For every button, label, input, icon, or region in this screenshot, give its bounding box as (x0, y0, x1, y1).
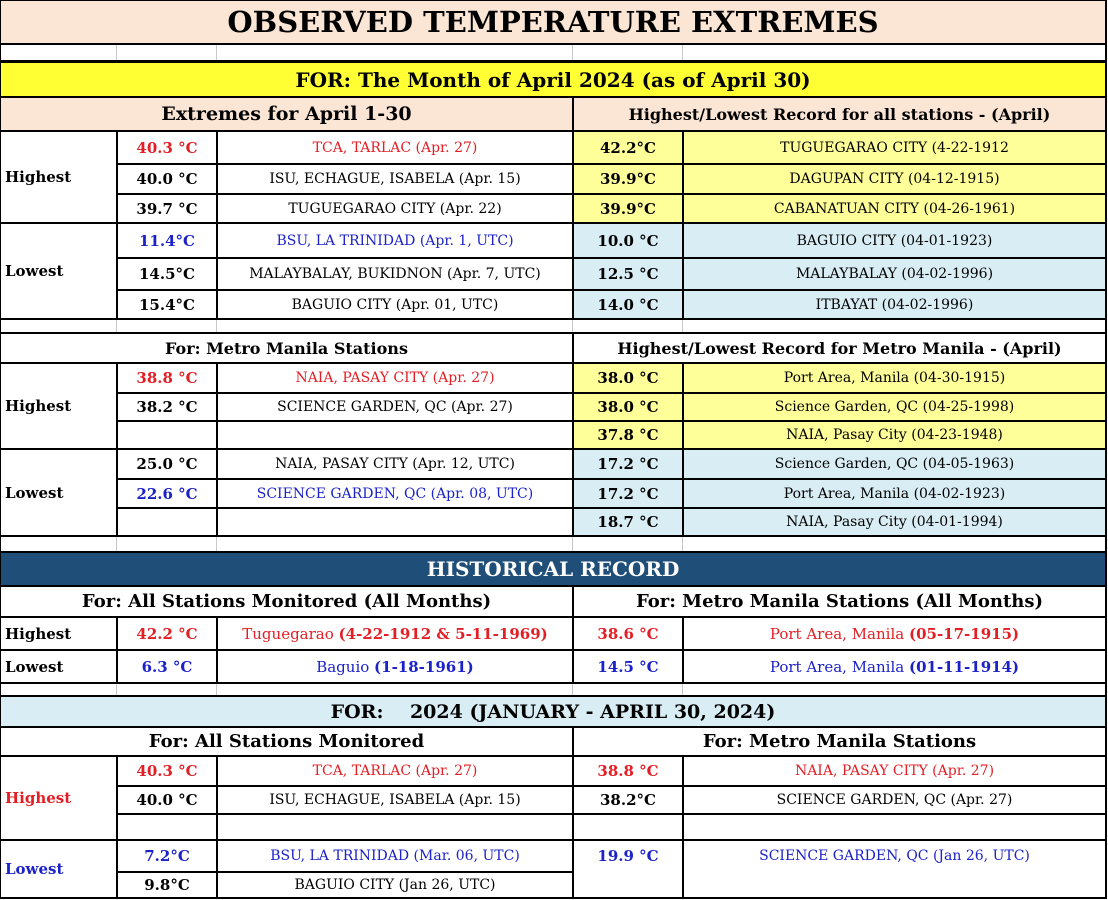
s1-low-temp-2: 14.5°C (139, 265, 195, 283)
y24-mm-low-station-1: SCIENCE GARDEN, QC (Jan 26, UTC) (759, 848, 1030, 864)
s2-rec-low-temp-1: 17.2 °C (574, 450, 682, 478)
s1-low-temp-3: 15.4°C (139, 295, 195, 314)
grid-line (0, 130, 1107, 132)
s1-rec-high-temp-1: 42.2°C (574, 132, 682, 163)
grid-line (0, 726, 1107, 728)
grid-line (116, 392, 1107, 394)
s2-rec-low-station-3: NAIA, Pasay City (04-01-1994) (684, 509, 1105, 535)
hist-mm-low-station-date: (01-11-1914) (908, 657, 1020, 676)
grid-line (116, 616, 118, 682)
s1-low-station-1: BSU, LA TRINIDAD (Apr. 1, UTC) (276, 232, 514, 249)
s2-rec-high-station-3: NAIA, Pasay City (04-23-1948) (684, 422, 1105, 448)
page-title: OBSERVED TEMPERATURE EXTREMES (1, 1, 1105, 43)
hist-low-temp: 6.3 °C (141, 657, 193, 676)
s1-high-temp-2: 40.0 °C (136, 170, 198, 188)
grid-line (116, 813, 1107, 815)
grid-line (572, 96, 574, 318)
grid-line (572, 320, 573, 332)
s1-high-temp-3: 39.7 °C (136, 199, 198, 218)
s1-rec-low-temp-3: 14.0 °C (574, 291, 682, 318)
y24-high-temp-1: 40.3 °C (136, 762, 198, 780)
grid-line (116, 871, 574, 873)
y24-low-temp-1: 7.2°C (144, 847, 190, 865)
section2-lowest-label: Lowest (5, 483, 64, 502)
grid-line (682, 130, 684, 318)
section2-right-header: Highest/Lowest Record for Metro Manila - (April) (617, 338, 1062, 358)
grid-line (116, 289, 1107, 291)
grid-line (116, 257, 1107, 259)
hist-mm-low-station (684, 651, 1105, 682)
grid-line (572, 537, 573, 551)
grid-line (116, 785, 1107, 787)
hist-mm-low-station-name: Port Area, Manila (769, 657, 909, 676)
historical-right-header: For: Metro Manila Stations (All Months) (635, 591, 1044, 612)
hist-low-station-date: (1-18-1961) (374, 657, 474, 676)
s2-low-temp-1: 25.0 °C (136, 455, 198, 473)
hist-low-station (218, 651, 572, 682)
grid-line (116, 684, 117, 695)
grid-line (216, 362, 218, 535)
s1-rec-low-station-1: BAGUIO CITY (04-01-1923) (684, 224, 1105, 257)
s2-low-station-2: SCIENCE GARDEN, QC (Apr. 08, UTC) (256, 485, 534, 502)
s2-high-temp-1: 38.8 °C (136, 369, 198, 387)
grid-line (682, 320, 683, 332)
grid-line (0, 332, 1107, 334)
hist-mm-high-station-date: (05-17-1915) (908, 624, 1020, 643)
grid-line (116, 755, 118, 899)
year2024-highest-label: Highest (5, 789, 72, 807)
s1-high-temp-1: 40.3 °C (136, 138, 198, 157)
grid-line (682, 616, 684, 682)
section1-right-header: Highest/Lowest Record for all stations - (April) (574, 98, 1105, 130)
grid-line (0, 585, 1107, 587)
s1-high-station-1: TCA, TARLAC (Apr. 27) (312, 139, 478, 156)
grid-line (572, 332, 574, 535)
s2-low-station-3 (218, 509, 572, 535)
s1-rec-low-temp-2: 12.5 °C (574, 259, 682, 289)
month-banner: FOR: The Month of April 2024 (as of April 30) (1, 63, 1105, 96)
s2-high-station-1: NAIA, PASAY CITY (Apr. 27) (295, 370, 495, 386)
grid-line (116, 507, 1107, 509)
grid-line (0, 695, 1107, 697)
y24-high-temp-3 (118, 815, 216, 839)
grid-line (0, 839, 1107, 841)
hist-low-station-name: Baguio (316, 657, 375, 676)
hist-high-station (218, 618, 572, 649)
grid-line (216, 320, 217, 332)
s2-low-temp-3 (118, 509, 216, 535)
s1-rec-high-temp-3: 39.9°C (574, 195, 682, 222)
s2-rec-low-station-2: Port Area, Manila (04-02-1923) (684, 480, 1105, 507)
s1-rec-high-station-2: DAGUPAN CITY (04-12-1915) (684, 165, 1105, 193)
grid-line (0, 448, 1107, 450)
grid-line (572, 726, 574, 899)
y24-high-temp-2: 40.0 °C (136, 791, 198, 809)
y24-mm-low-temp-2 (574, 873, 682, 897)
hist-mm-high-station-name: Port Area, Manila (769, 624, 909, 643)
grid-line (682, 45, 683, 60)
grid-line (0, 362, 1107, 364)
section1-highest-label: Highest (5, 168, 72, 186)
s2-rec-high-temp-2: 38.0 °C (574, 394, 682, 420)
s2-high-station-2: SCIENCE GARDEN, QC (Apr. 27) (277, 399, 513, 415)
s1-rec-low-station-3: ITBAYAT (04-02-1996) (684, 291, 1105, 318)
s2-high-temp-2: 38.2 °C (136, 398, 198, 416)
historical-highest-label: Highest (5, 624, 72, 643)
grid-line (116, 45, 117, 60)
hist-mm-high-temp: 38.6 °C (597, 624, 659, 643)
s2-rec-high-temp-1: 38.0 °C (574, 364, 682, 392)
grid-line (0, 897, 1107, 899)
grid-line (682, 755, 684, 899)
grid-line (0, 318, 1107, 320)
grid-line (0, 60, 1107, 63)
y24-mm-high-station-1: NAIA, PASAY CITY (Apr. 27) (794, 763, 995, 779)
grid-line (116, 193, 1107, 195)
y24-high-station-1: TCA, TARLAC (Apr. 27) (312, 763, 478, 779)
grid-line (116, 163, 1107, 165)
s2-rec-high-temp-3: 37.8 °C (574, 422, 682, 448)
s1-high-station-2: ISU, ECHAGUE, ISABELA (Apr. 15) (269, 171, 521, 187)
y24-low-station-2: BAGUIO CITY (Jan 26, UTC) (294, 877, 496, 893)
s2-low-station-1: NAIA, PASAY CITY (Apr. 12, UTC) (275, 456, 515, 472)
y24-high-station-3 (218, 815, 572, 839)
s1-low-station-2: MALAYBALAY, BUKIDNON (Apr. 7, UTC) (249, 266, 541, 282)
year2024-right-header: For: Metro Manila Stations (702, 731, 977, 752)
grid-line (572, 684, 573, 695)
s2-rec-high-station-2: Science Garden, QC (04-25-1998) (684, 394, 1105, 420)
grid-line (216, 684, 217, 695)
y24-mm-high-station-3 (684, 815, 1105, 839)
historical-left-header: For: All Stations Monitored (All Months) (81, 591, 492, 612)
year2024-banner: FOR: 2024 (JANUARY - APRIL 30, 2024) (1, 697, 1105, 726)
section1-left-header: Extremes for April 1-30 (1, 98, 572, 130)
section2-highest-label: Highest (5, 397, 72, 415)
section2-left-header: For: Metro Manila Stations (165, 338, 408, 358)
grid-line (682, 537, 683, 551)
y24-low-temp-2: 9.8°C (144, 876, 190, 894)
y24-mm-low-station-2 (684, 873, 1105, 897)
s2-rec-low-temp-2: 17.2 °C (574, 480, 682, 507)
grid-line (116, 420, 1107, 422)
hist-high-station-name: Tuguegarao (242, 624, 339, 643)
grid-line (0, 222, 1107, 224)
grid-line (116, 320, 117, 332)
s2-low-temp-2: 22.6 °C (136, 484, 198, 503)
hist-high-temp: 42.2 °C (136, 624, 198, 643)
grid-line (216, 616, 218, 682)
grid-line (0, 535, 1107, 537)
grid-line (116, 362, 118, 535)
grid-line (116, 478, 1107, 480)
s1-low-station-3: BAGUIO CITY (Apr. 01, UTC) (291, 296, 499, 313)
y24-low-station-1: BSU, LA TRINIDAD (Mar. 06, UTC) (270, 848, 520, 864)
y24-high-station-2: ISU, ECHAGUE, ISABELA (Apr. 15) (269, 792, 521, 808)
grid-line (0, 0, 1107, 1)
s2-rec-high-station-1: Port Area, Manila (04-30-1915) (684, 364, 1105, 392)
grid-line (682, 362, 684, 535)
grid-line (0, 616, 1107, 618)
grid-line (0, 96, 1107, 98)
grid-line (216, 130, 218, 318)
s1-rec-high-temp-2: 39.9°C (574, 165, 682, 193)
hist-mm-high-station (684, 618, 1105, 649)
grid-line (116, 537, 117, 551)
s1-rec-high-station-3: CABANATUAN CITY (04-26-1961) (684, 195, 1105, 222)
s1-low-temp-1: 11.4°C (139, 231, 195, 250)
grid-line (572, 45, 573, 60)
section1-lowest-label: Lowest (5, 262, 64, 280)
hist-mm-low-temp: 14.5 °C (597, 657, 659, 676)
y24-mm-high-temp-2: 38.2°C (600, 791, 656, 809)
spacer-row (1, 45, 1105, 60)
s2-high-temp-3 (118, 422, 216, 448)
historical-banner: HISTORICAL RECORD (1, 553, 1105, 585)
s1-rec-high-station-1: TUGUEGARAO CITY (4-22-1912 (684, 132, 1105, 163)
s2-rec-low-station-1: Science Garden, QC (04-05-1963) (684, 450, 1105, 478)
grid-line (116, 130, 118, 318)
y24-mm-high-temp-1: 38.8 °C (597, 762, 659, 780)
grid-line (0, 43, 1107, 45)
y24-mm-high-station-2: SCIENCE GARDEN, QC (Apr. 27) (776, 792, 1013, 808)
s1-rec-low-station-2: MALAYBALAY (04-02-1996) (684, 259, 1105, 289)
s2-rec-low-temp-3: 18.7 °C (574, 509, 682, 535)
grid-line (216, 45, 217, 60)
year2024-left-header: For: All Stations Monitored (148, 731, 425, 752)
year2024-lowest-label: Lowest (5, 860, 64, 878)
s1-rec-low-temp-1: 10.0 °C (574, 224, 682, 257)
hist-high-station-date: (4-22-1912 & 5-11-1969) (338, 624, 548, 643)
s2-high-station-3 (218, 422, 572, 448)
grid-line (0, 755, 1107, 757)
grid-line (0, 551, 1107, 553)
historical-lowest-label: Lowest (5, 657, 64, 676)
s1-high-station-3: TUGUEGARAO CITY (Apr. 22) (288, 200, 502, 217)
y24-mm-high-temp-3 (574, 815, 682, 839)
grid-line (682, 684, 683, 695)
grid-line (0, 682, 1107, 684)
grid-line (0, 649, 1107, 651)
grid-line (572, 585, 574, 682)
grid-line (216, 755, 218, 899)
grid-line (216, 537, 217, 551)
y24-mm-low-temp-1: 19.9 °C (597, 847, 659, 865)
